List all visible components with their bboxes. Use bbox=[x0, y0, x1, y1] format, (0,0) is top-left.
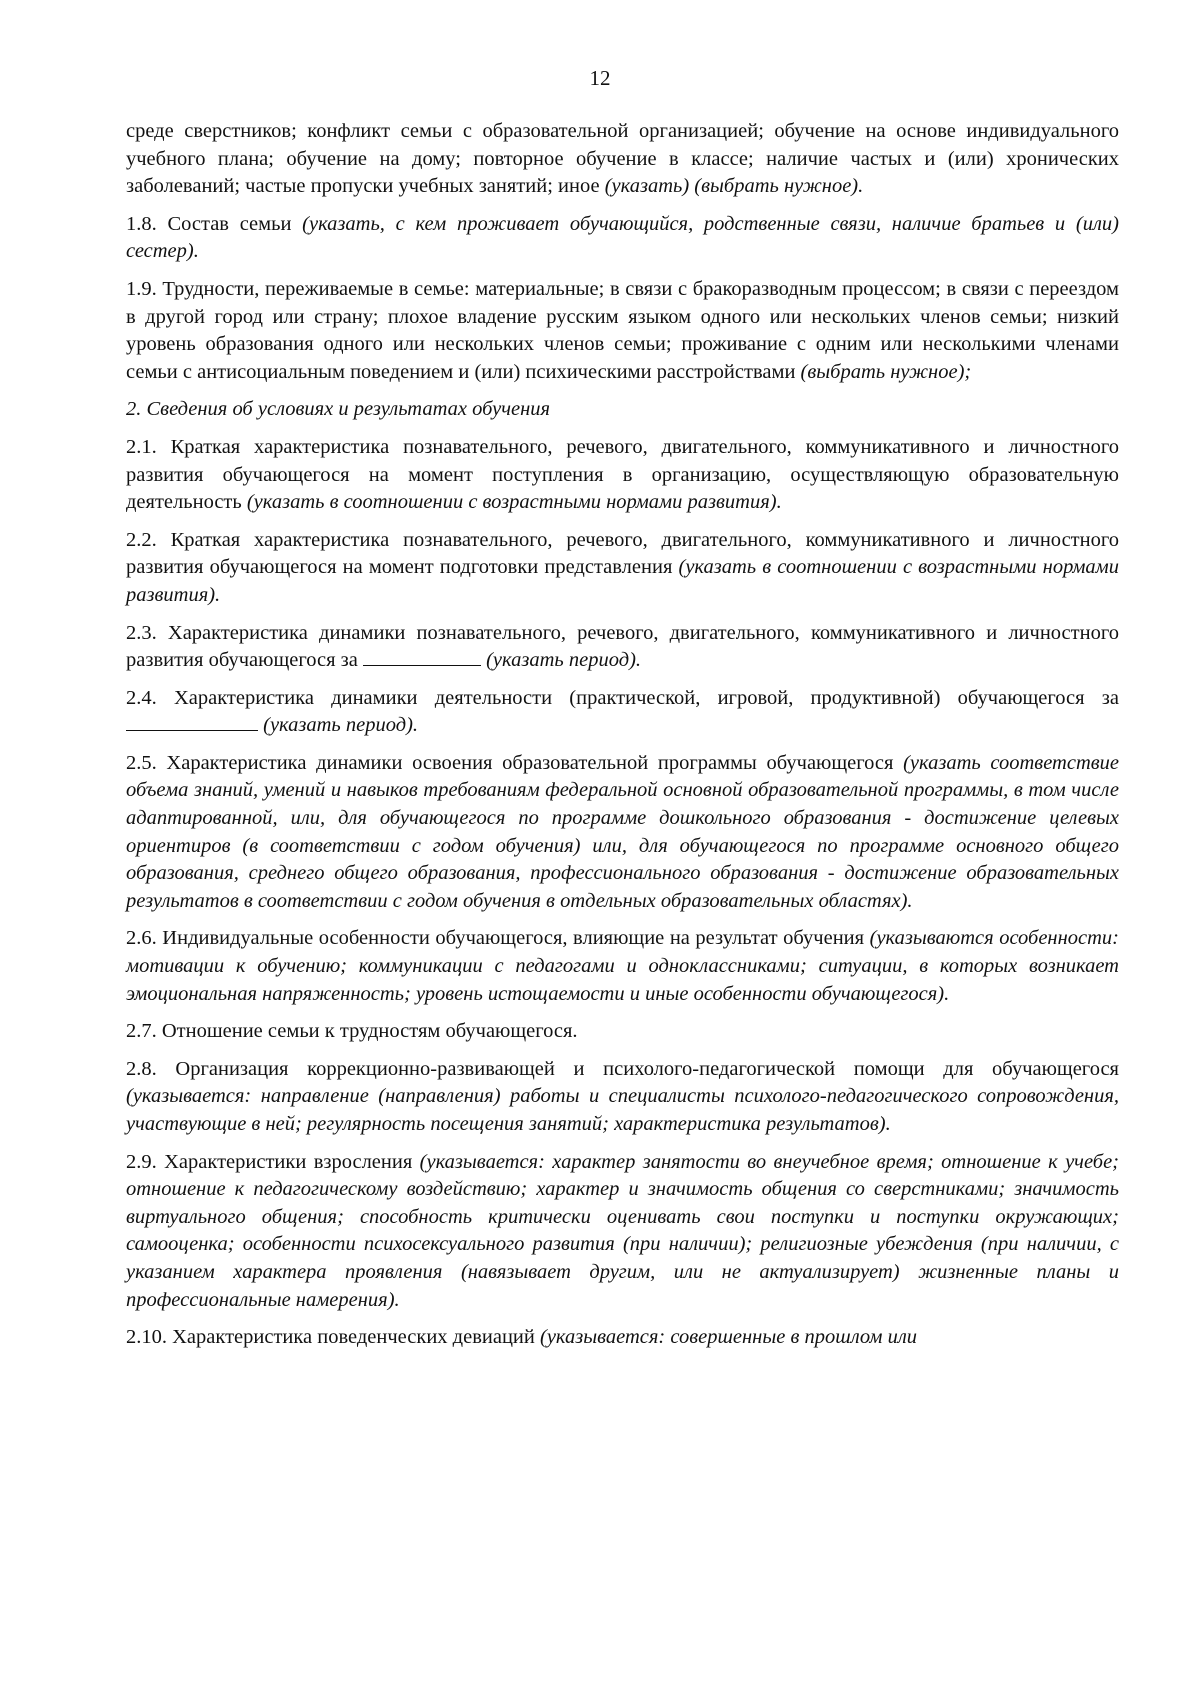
italic-note: (указать период). bbox=[263, 714, 419, 737]
italic-note: (указываются особенности: мотивации к обучению; коммуникации с педагогами и одноклассниками; ситуации, в которых возникает эмоциональная напряженность; уровень истощаемости и иные особенности обучающегося). bbox=[126, 927, 1120, 1005]
fill-in-blank-line bbox=[126, 712, 258, 731]
paragraph-2-8 bbox=[126, 1056, 1119, 1139]
page-number: 12 bbox=[589, 66, 611, 90]
text-span: 2.6. Индивидуальные особенности обучающегося, влияющие на результат обучения bbox=[126, 927, 870, 950]
paragraph-2-5 bbox=[126, 750, 1119, 916]
paragraph-2-7 bbox=[126, 1018, 1119, 1046]
paragraph-2-9 bbox=[126, 1149, 1119, 1315]
text-span: 2.4. Характеристика динамики деятельности (практической, игровой, продуктивной) обучающегося за bbox=[126, 686, 1119, 709]
italic-note: (выбрать нужное); bbox=[800, 360, 972, 383]
text-span: 1.9. Трудности, переживаемые в семье: материальные; в связи с бракоразводным процессом; в связи с переездом в другой город или страну; плохое владение русским языком одного или нескольких членов семьи; низкий уровень образования одного или нескольких членов семьи; проживание с одним или несколькими членами семьи с антисоциальным поведением и (или) психическими расстройствами bbox=[126, 277, 1119, 383]
text-span: 2.8. Организация коррекционно-развивающей и психолого-педагогической помощи для обучающегося bbox=[126, 1057, 1119, 1080]
italic-note: (указать, с кем проживает обучающийся, родственные связи, наличие братьев и (или) сестер). bbox=[126, 212, 1119, 263]
section-heading-text: 2. Сведения об условиях и результатах обучения bbox=[126, 398, 551, 421]
paragraph-1-8 bbox=[126, 211, 1119, 266]
text-span: 2.9. Характеристики взросления bbox=[126, 1150, 420, 1173]
italic-note: (указать в соотношении с возрастными нормами развития). bbox=[126, 556, 1119, 606]
text-span: 2.2. Краткая характеристика познавательного, речевого, двигательного, коммуникативного и личностного развития обучающегося на момент подготовки представления bbox=[126, 528, 1119, 579]
paragraph-2-10 bbox=[126, 1324, 1119, 1352]
paragraph-1-7-continuation bbox=[126, 118, 1119, 201]
fill-in-blank-line bbox=[363, 647, 481, 666]
italic-note: (указать соответствие объема знаний, умений и навыков требованиям федеральной основной образовательной программы, в том числе адаптированной, или, для обучающегося по программе дошкольного образования - достижение целевых ориентиров (в соответствии с годом обучения) или, для обучающегося по программе основного общего образования, среднего общего образования, профессионального образования - достижение образовательных результатов в соответствии с годом обучения в отдельных образовательных областях). bbox=[126, 751, 1119, 912]
paragraph-2-6 bbox=[126, 925, 1119, 1008]
text-span: 2.1. Краткая характеристика познавательного, речевого, двигательного, коммуникативного и личностного развития обучающегося на момент поступления в организацию, осуществляющую образовательную деятельность bbox=[126, 435, 1119, 514]
italic-note: (указать период). bbox=[486, 649, 642, 672]
paragraph-1-9 bbox=[126, 276, 1119, 386]
italic-note: (указывается: направление (направления) работы и специалисты психолого-педагогического сопровождения, участвующие в ней; регулярность посещения занятий; характеристика результатов). bbox=[126, 1085, 1119, 1135]
italic-note: (указывается: характер занятости во внеучебное время; отношение к учебе; отношение к педагогическому воздействию; характер и значимость общения со сверстниками; значимость виртуального общения; способность критически оценивать свои поступки и поступки окружающих; самооценка; особенности психосексуального развития (при наличии); религиозные убеждения (при наличии, с указанием характера проявления (навязывает другим, или не актуализирует) жизненные планы и профессиональные намерения). bbox=[126, 1150, 1120, 1311]
paragraph-2-1 bbox=[126, 434, 1119, 517]
italic-note: (указывается: совершенные в прошлом или bbox=[540, 1326, 918, 1349]
text-span: 2.7. Отношение семьи к трудностям обучающегося. bbox=[126, 1020, 578, 1043]
text-span: 1.8. Состав семьи bbox=[126, 212, 303, 235]
italic-note: (указать в соотношении с возрастными нормами развития). bbox=[246, 491, 782, 514]
paragraph-2-3 bbox=[126, 620, 1119, 675]
text-span: 2.3. Характеристика динамики познавательного, речевого, двигательного, коммуникативного и личностного развития обучающегося за bbox=[126, 621, 1119, 672]
section-2-heading bbox=[126, 396, 1119, 424]
text-span: 2.10. Характеристика поведенческих девиаций bbox=[126, 1326, 540, 1349]
document-body bbox=[126, 118, 1119, 1352]
text-span: среде сверстников; конфликт семьи с образовательной организацией; обучение на основе индивидуального учебного плана; обучение на дому; повторное обучение в классе; наличие частых и (или) хронических заболеваний; частые пропуски учебных занятий; иное bbox=[126, 120, 1119, 198]
italic-note: (указать) (выбрать нужное). bbox=[604, 175, 864, 198]
paragraph-2-4 bbox=[126, 685, 1119, 740]
paragraph-2-2 bbox=[126, 527, 1119, 610]
text-span: 2.5. Характеристика динамики освоения образовательной программы обучающегося bbox=[126, 751, 904, 774]
